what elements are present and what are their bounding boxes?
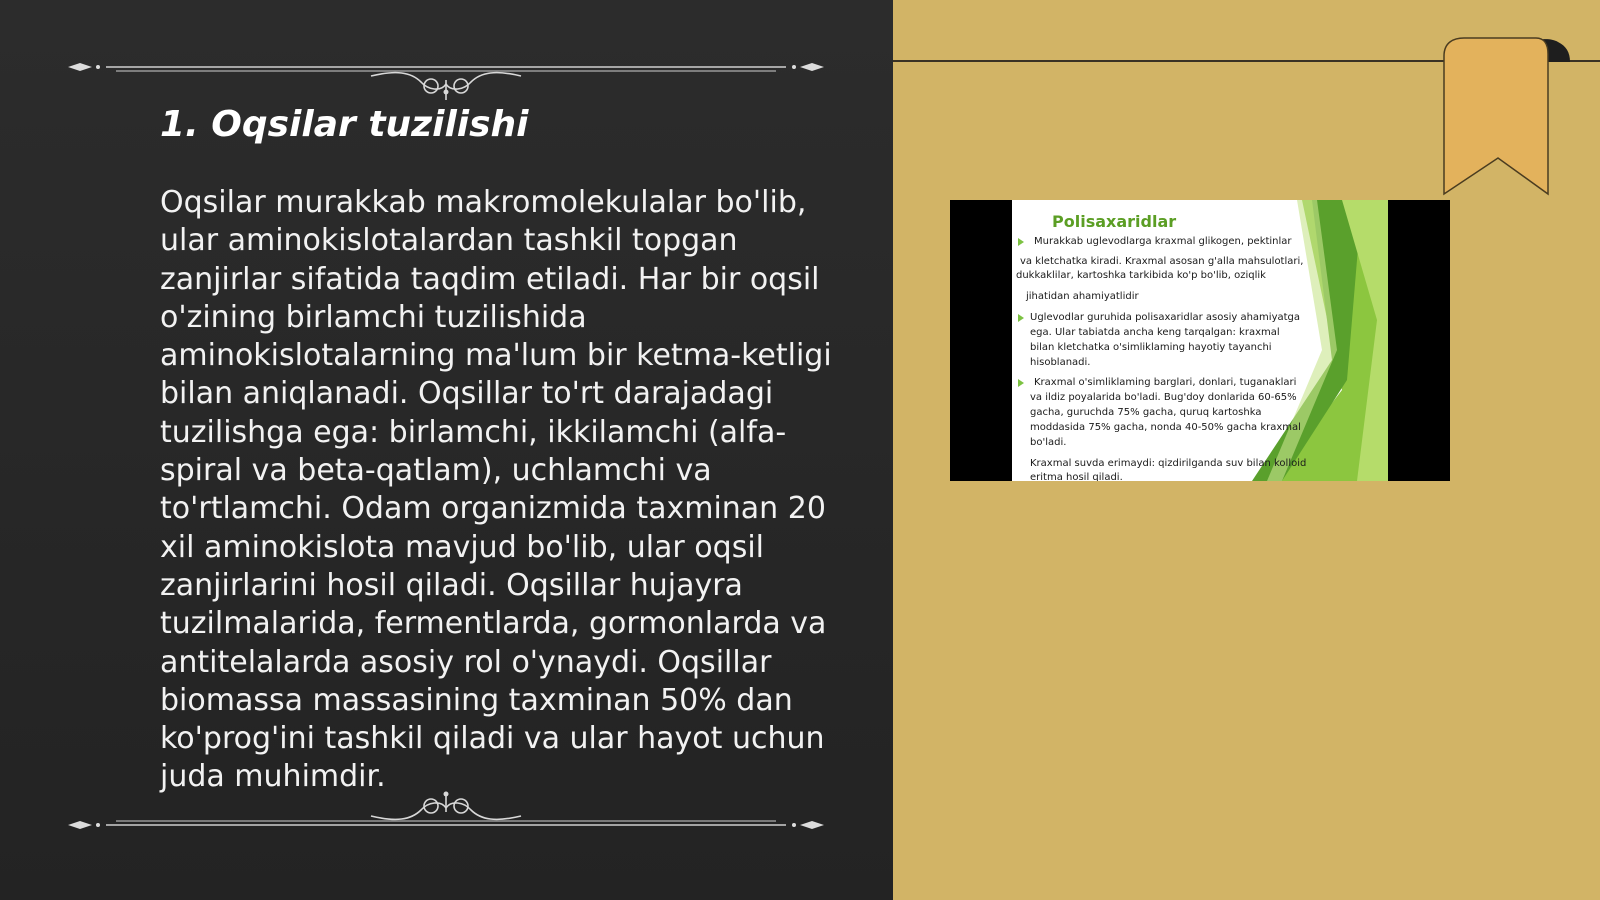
bullet-arrow-icon	[1018, 238, 1024, 246]
thumbnail-line: eritma hosil qiladi.	[1030, 472, 1123, 481]
thumbnail-line: va ildiz poyalarida bo'ladi. Bug'doy donlarida 60-65%	[1030, 392, 1297, 403]
thumbnail-line: hisoblanadi.	[1030, 357, 1091, 368]
slide-title: 1. Oqsilar tuzilishi	[160, 104, 529, 145]
thumbnail-line: moddasida 75% gacha, nonda 40-50% gacha kraxmal	[1030, 422, 1301, 433]
ornament-divider-icon	[66, 40, 826, 100]
bullet-arrow-icon	[1018, 314, 1024, 322]
thumbnail-line: Kraxmal o'simliklaming barglari, donlari, tuganaklari	[1034, 377, 1297, 388]
thumbnail-line: bilan kletchatka o'simliklaming hayotiy tayanchi	[1030, 342, 1272, 353]
slide-thumbnail	[950, 200, 1450, 481]
thumbnail-line: bo'ladi.	[1030, 437, 1067, 448]
thumbnail-line: ega. Ular tabiatda ancha keng tarqalgan: kraxmal	[1030, 327, 1280, 338]
thumbnail-line: Kraxmal suvda erimaydi: qizdirilganda suv bilan kolloid	[1030, 458, 1307, 469]
thumbnail-line: dukkaklilar, kartoshka tarkibida ko'p bo'lib, oziqlik	[1016, 270, 1266, 281]
slide-body-text: Oqsilar murakkab makromolekulalar bo'lib, ular aminokislotalardan tashkil topgan zanjirlar sifatida taqdim etiladi. Har bir oqsil o'zining birlamchi tuzilishida aminokislotalarning ma'lum bir ketma-ketligi bilan aniqlanadi. Oqsillar to'rt darajadagi tuzilishga ega: birlamchi, ikkilamchi (alfa-spiral va beta-qatlam), uchlamchi va to'rtlamchi. Odam organizmida taxminan 20 xil aminokislota mavjud bo'lib, ular oqsil zanjirlarini hosil qiladi. Oqsillar hujayra tuzilmalarida, fermentlarda, gormonlarda va antitelalarda asosiy rol o'ynaydi. Oqsillar biomassa massasining taxminan 50% dan ko'prog'ini tashkil qiladi va ular hayot uchun juda muhimdir.	[160, 185, 832, 795]
thumbnail-line: Uglevodlar guruhida polisaxaridlar asosiy ahamiyatga	[1030, 312, 1301, 323]
thumbnail-line: jihatidan ahamiyatlidir	[1026, 291, 1139, 302]
thumbnail-line: Murakkab uglevodlarga kraxmal glikogen, pektinlar	[1034, 236, 1292, 247]
thumbnail-line: va kletchatka kiradi. Kraxmal asosan g'alla mahsulotlari,	[1020, 256, 1304, 267]
bookmark-ribbon-icon	[1430, 36, 1600, 200]
bullet-arrow-icon	[1018, 379, 1024, 387]
thumbnail-content	[1012, 200, 1388, 481]
thumbnail-line: gacha, guruchda 75% gacha, quruq kartoshka	[1030, 407, 1262, 418]
thumbnail-title: Polisaxaridlar	[1052, 212, 1177, 231]
ornament-divider-icon	[66, 770, 826, 830]
